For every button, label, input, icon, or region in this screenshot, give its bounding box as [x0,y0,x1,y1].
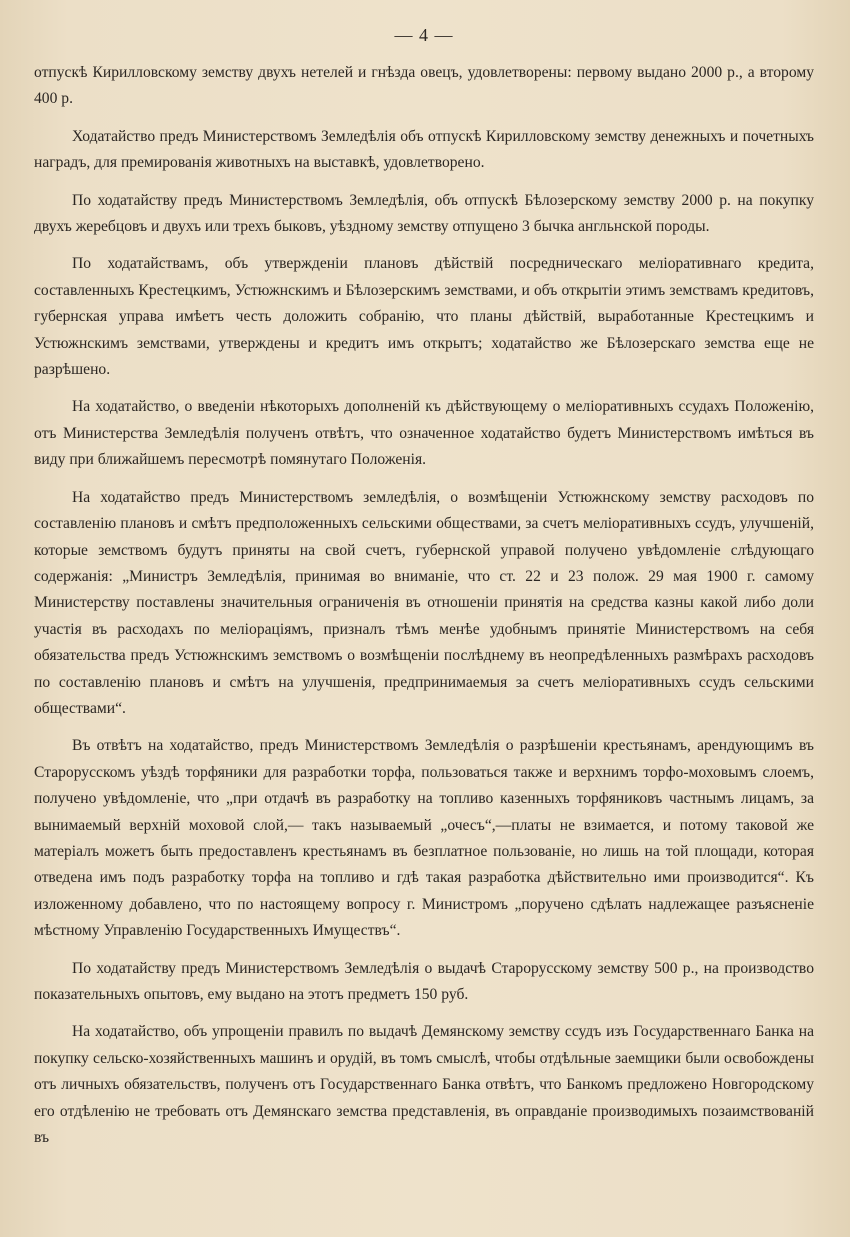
paragraph-9: На ходатайство, объ упрощеніи правилъ по выдачѣ Демянскому земству ссудъ изъ Государственнаго Банка на покупку сельско-хозяйственныхъ машинъ и орудій, въ томъ смыслѣ, чтобы отдѣльные заемщики были освобождены отъ личныхъ обязательствъ, полученъ отъ Государственнаго Банка отвѣтъ, что Банкомъ предложено Новгородскому его отдѣленію не требовать отъ Демянскаго земства представленія, въ оправданіе производимыхъ позаимствованій въ [34,1023,814,1147]
paragraph-1: отпускѣ Кирилловскому земству двухъ нетелей и гнѣзда овецъ, удовлетворены: первому выдано 2000 р., а второму 400 р. [34,64,814,108]
paragraph-4: По ходатайствамъ, объ утвержденіи плановъ дѣйствій посредническаго меліоративнаго кредита, составленныхъ Крестецкимъ, Устюжнскимъ и Бѣлозерскимъ земствами, и объ открытіи этимъ земствамъ кредитовъ, губернская управа имѣетъ честь доложить собранію, что планы дѣйствій, выработанные Крестецкимъ и Устюжнскимъ земствами, утверждены и кредитъ имъ открытъ; ходатайство же Бѣлозерскаго земства еще не разрѣшено. [34,255,814,379]
paragraph-5: На ходатайство, о введеніи нѣкоторыхъ дополненій къ дѣйствующему о меліоративныхъ ссудахъ Положенію, отъ Министерства Земледѣлія полученъ отвѣтъ, что означенное ходатайство будетъ Министерствомъ имѣться въ виду при ближайшемъ пересмотрѣ помянутаго Положенія. [34,398,814,469]
page-number: — 4 — [394,25,454,45]
paragraph-3: По ходатайству предъ Министерствомъ Земледѣлія, объ отпускѣ Бѣлозерскому земству 2000 р. на покупку двухъ жеребцовъ и двухъ или трехъ быковъ, уѣздному земству отпущено 3 бычка англьнской породы. [34,191,814,236]
paragraph-8: По ходатайству предъ Министерствомъ Земледѣлія о выдачѣ Старорусскому земству 500 р., на производство показательныхъ опытовъ, ему выдано на этотъ предметъ 150 руб. [34,959,814,1003]
paragraph-6: На ходатайство предъ Министерствомъ земледѣлія, о возмѣщеніи Устюжнскому земству расходовъ по составленію плановъ и смѣтъ предположенныхъ сельскими обществами, за счетъ меліоративныхъ ссудъ, улучшеній, которые земствомъ будутъ приняты на свой счетъ, губернской управой получено увѣдомленіе слѣдующаго содержанія: „Министръ Земледѣлія, принимая во вниманіе, что ст. 22 и 23 полож. 29 мая 1900 г. самому Министерству поставлены значительныя ограниченія въ отношеніи принятія на средства казны какой либо доли участія въ расходахъ по меліораціямъ, призналъ тѣмъ менѣе удобнымъ принятіе Министерствомъ на себя обязательства предъ Устюжнскимъ земствомъ о возмѣщеніи послѣднему въ неопредѣленныхъ размѣрахъ расходовъ по составленію плановъ и смѣтъ на улучшенія, предпринимаемыя за счетъ меліоративныхъ ссудъ сельскими обществами“. [34,488,814,717]
paragraph-7: Въ отвѣтъ на ходатайство, предъ Министерствомъ Земледѣлія о разрѣшеніи крестьянамъ, арендующимъ въ Старорусскомъ уѣздѣ торфяники для разработки торфа, пользоваться также и верхнимъ торфо-моховымъ слоемъ, получено увѣдомленіе, что „при отдачѣ въ разработку на топливо казенныхъ торфяниковъ частнымъ лицамъ, за вынимаемый верхній моховой слой,— такъ называемый „очесъ“,—платы не взимается, и потому таковой же матеріалъ можетъ быть предоставленъ крестьянамъ въ безплатное пользованіе, но лишь на той площади, которая отведена имъ подъ разработку торфа на топливо и гдѣ такая разработка дѣйствительно ими производится“. Къ изложенному добавлено, что по настоящему вопросу г. Министромъ „поручено сдѣлать надлежащее разъясненіе мѣстному Управленію Государственныхъ Имуществъ“. [34,737,814,940]
paragraph-2: Ходатайство предъ Министерствомъ Земледѣлія объ отпускѣ Кирилловскому земству денежныхъ и почетныхъ наградъ, для премированія животныхъ на выставкѣ, удовлетворено. [34,127,814,172]
